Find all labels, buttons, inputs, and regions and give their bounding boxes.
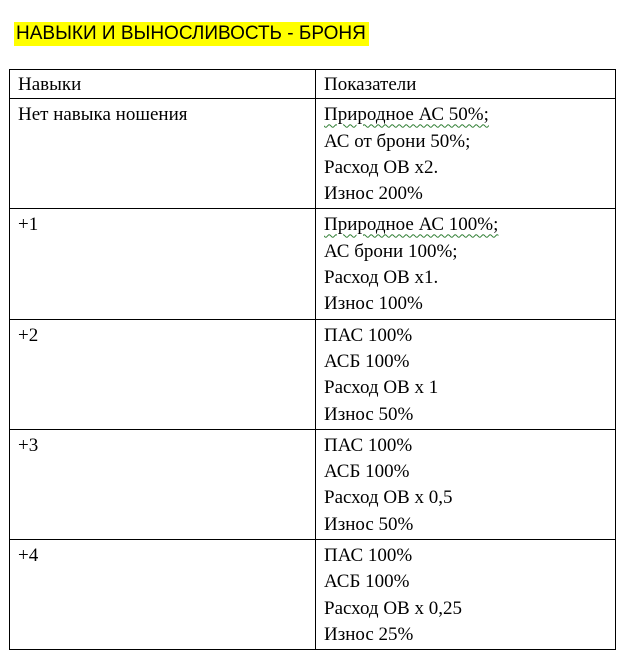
- header-indicators: Показатели: [316, 70, 616, 99]
- indicator-line: Износ 50%: [324, 403, 414, 425]
- table-row: [10, 99, 616, 209]
- indicator-line: ПАС 100%: [324, 545, 413, 567]
- skill-cell: +3: [10, 429, 316, 539]
- indicator-line: АС от брони 50%;: [324, 130, 471, 152]
- table-row: [10, 429, 616, 539]
- indicator-line: Расход ОВ х1.: [324, 267, 439, 289]
- indicator-line: Износ 50%: [324, 513, 414, 535]
- indicator-line: Износ 100%: [324, 293, 423, 315]
- indicator-line: ПАС 100%: [324, 434, 413, 456]
- skill-cell: +1: [10, 209, 316, 319]
- indicator-line: Расход ОВ х2.: [324, 156, 439, 178]
- table-row: [10, 540, 616, 650]
- header-skills: Навыки: [10, 70, 316, 99]
- indicator-line: Природное АС 50%;: [324, 104, 489, 126]
- indicator-line: ПАС 100%: [324, 324, 413, 346]
- indicator-line: АСБ 100%: [324, 350, 410, 372]
- indicators-cell: [316, 209, 616, 319]
- indicators-cell: [316, 429, 616, 539]
- skill-cell: Нет навыка ношения: [10, 99, 316, 209]
- table-row: [10, 209, 616, 319]
- indicator-line: Расход ОВ х 0,5: [324, 487, 453, 509]
- indicator-line: Износ 25%: [324, 623, 414, 645]
- document-title: НАВЫКИ И ВЫНОСЛИВОСТЬ - БРОНЯ: [14, 22, 369, 46]
- skill-cell: +2: [10, 319, 316, 429]
- indicator-line: Износ 200%: [324, 183, 423, 205]
- table-row: [10, 319, 616, 429]
- skills-table: [9, 69, 616, 650]
- indicator-line: Природное АС 100%;: [324, 214, 499, 236]
- indicators-cell: [316, 540, 616, 650]
- indicators-cell: [316, 319, 616, 429]
- indicator-line: Расход ОВ х 1: [324, 377, 439, 399]
- indicator-line: АС брони 100%;: [324, 240, 458, 262]
- indicators-cell: [316, 99, 616, 209]
- skill-cell: +4: [10, 540, 316, 650]
- indicator-line: АСБ 100%: [324, 461, 410, 483]
- indicator-line: АСБ 100%: [324, 571, 410, 593]
- table-header-row: [10, 70, 616, 99]
- indicator-line: Расход ОВ х 0,25: [324, 597, 462, 619]
